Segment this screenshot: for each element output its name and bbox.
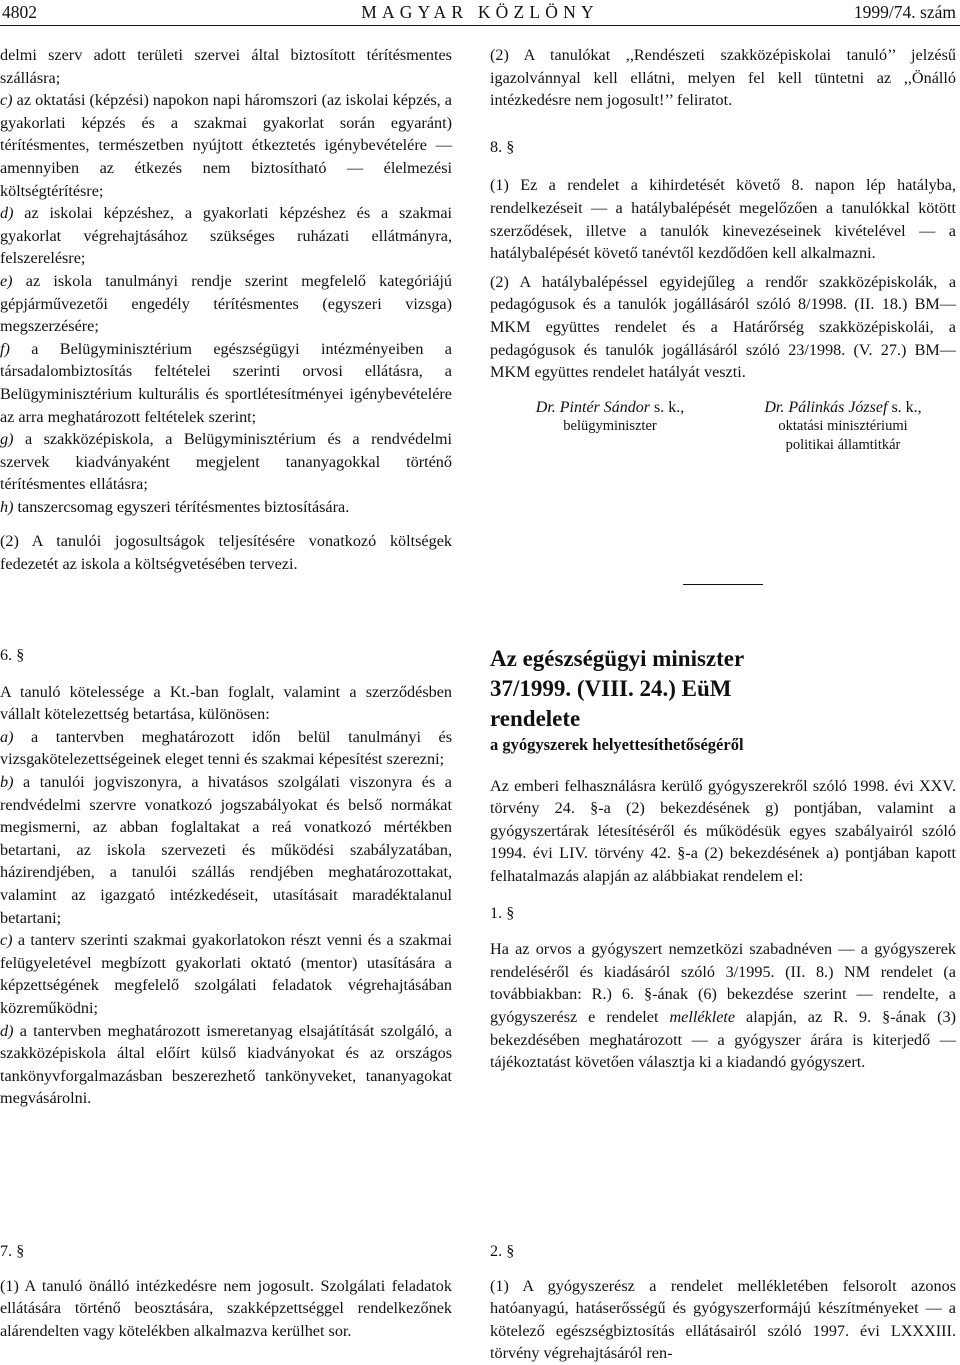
decree-type: rendelete — [490, 706, 581, 731]
item-label: a) — [0, 727, 14, 746]
bottom-left-column — [0, 644, 452, 1110]
section-heading: 7. § — [0, 1242, 25, 1260]
section-heading: 6. § — [0, 646, 25, 664]
paragraph: Az emberi felhasználásra kerülő gyógyszerekről szóló 1998. évi XXV. törvény 24. §-a (2) bekezdésének g) pontjában, valamint a gyógyszertárak létesítéséről és működésük egyes szabályairól szóló 1994. évi LIV. törvény 42. §-a (2) bekezdésének a) pontjában kapott felhatalmazás alapján az alábbiakat rendelem el: — [490, 776, 956, 885]
section-heading: 8. § — [490, 137, 515, 156]
decree-subtitle: a gyógyszerek helyettesíthetőségéről — [490, 735, 744, 754]
page-number: 4802 — [2, 2, 37, 22]
section-heading: 2. § — [490, 1242, 515, 1260]
issue-number: 1999/74. szám — [853, 2, 956, 22]
item-label: f) — [0, 339, 10, 358]
paragraph: f) a Belügyminisztérium egészségügyi intézményeiben a társadalombiztosítás feltételei szerinti orvosi ellátásra, a Belügyminisztérium kulturális és sportlétesítményei igénybevételére az arra meghatározott feltételek szerint; — [0, 339, 452, 426]
paragraph: Ha az orvos a gyógyszert nemzetközi szabadnéven — a gyógyszerek rendeléséről és kiadásáról szóló 3/1995. (II. 8.) NM rendelet (a továbbiakban: R.) 6. §-ának (6) bekezdése szerint — rendelte, a gyógyszerész e rendelet melléklete alapján, az R. 9. §-ának (3) bekezdésében meghatározott — a gyógyszer árára is kiterjedő — tájékoztatást követően választja ki a kiadandó gyógyszert. — [490, 940, 956, 1072]
bottom-right-continuation — [490, 1240, 956, 1365]
signature-block — [490, 398, 956, 468]
paragraph: delmi szerv adott területi szervei által biztosított térítésmentes szállásra; — [0, 46, 452, 87]
item-label: d) — [0, 204, 14, 223]
bottom-left-continuation — [0, 1240, 452, 1342]
paragraph: (1) A tanuló önálló intézkedésre nem jogosult. Szolgálati feladatok ellátására történő beosztására, szakképzettséggel rendelkezőnek alárendelten vagy kötelékben alkalmazva kerülhet sor. — [0, 1276, 452, 1340]
paragraph: b) a tanulói jogviszonyra, a hivatásos szolgálati viszonyra és a rendvédelmi szervre vonatkozó jogszabályokat és belső normákat megismerni, az abban foglaltakat a reá vonatkozó mértékben betartani, az iskola szervezeti és működési szabályzatában, házirendjében, a tanulói szállás rendjében meghatározottakat, valamint az igazgató intézkedéseit, utasításait maradéktalanul betartani; — [0, 772, 452, 927]
journal-title: MAGYAR KÖZLÖNY — [361, 2, 599, 22]
item-label: d) — [0, 1021, 14, 1040]
paragraph: (2) A hatálybalépéssel egyidejűleg a rendőr szakközépiskolák, a pedagógusok és a tanulók jogállásáról szóló 8/1998. (II. 18.) BM—MKM együttes rendelet és a Határőrség szakközépiskolái, a pedagógusok és tanulók jogállásáról szóló 23/1998. (V. 27.) BM—MKM együttes rendelet hatályát veszti. — [490, 272, 956, 382]
paragraph: d) az iskolai képzéshez, a gyakorlati képzéshez és a szakmai gyakorlat végrehajtásához szükséges ruházati ellátmányra, felszerelésre; — [0, 204, 452, 268]
paragraph: c) az oktatási (képzési) napokon napi háromszori (az iskolai képzés, a gyakorlati képzés és a szakmai gyakorlat során egyaránt) térítésmentes, természetben nyújtott étkeztetés igénybevételére — amennyiben az étkezés nem biztosítható — élelmezési költségtérítésre; — [0, 91, 452, 200]
end-rule — [683, 584, 763, 585]
paragraph: A tanuló kötelessége a Kt.-ban foglalt, valamint a szerződésben vállalt kötelezettség betartása, különösen: — [0, 682, 452, 724]
item-label: c) — [0, 91, 13, 110]
top-right-column — [490, 44, 956, 468]
paragraph: (2) A tanulókat ,,Rendészeti szakközépiskolai tanuló’’ jelzésű igazolvánnyal kell ellátni, melyen fel kell tüntetni az ,,Önálló intézkedésre nem jogosult!’’ feliratot. — [490, 46, 956, 110]
item-label: g) — [0, 430, 14, 449]
paragraph: (1) A gyógyszerész a rendelet mellékletében felsorolt azonos hatóanyagú, hatáserősségű és gyógyszerformájú készítményeket — a kötelező egészségbiztosítás ellátásairól szóló 1997. évi LXXXIII. törvény végrehajtásáról ren- — [490, 1276, 956, 1363]
paragraph: g) a szakközépiskola, a Belügyminisztérium és a rendvédelmi szervek kiadványaként megjelent tananyagokkal történő térítésmentes ellátásra; — [0, 430, 452, 494]
decree-number: 37/1999. (VIII. 24.) EüM — [490, 676, 732, 701]
section-heading: 1. § — [490, 903, 515, 922]
paragraph: (1) Ez a rendelet a kihirdetését követő 8. napon lép hatályba, rendelkezéseit — a hatálybalépését megelőzően a tanulókkal kötött szerződések, illetve a tanulók kinevezéseinek kivételével — a hatálybalépését követő tanévtől kezdődően kell alkalmazni. — [490, 176, 956, 263]
paragraph: a) a tantervben meghatározott időn belül tanulmányi és vizsgakötelezettségeinek eleget tenni és szakmai képesítést szerezni; — [0, 727, 452, 769]
paragraph: (2) A tanulói jogosultságok teljesítésére vonatkozó költségek fedezetét az iskola a költségvetésében tervezi. — [0, 532, 452, 574]
item-label: b) — [0, 772, 14, 791]
paragraph: h) tanszercsomag egyszeri térítésmentes biztosítására. — [0, 497, 350, 516]
paragraph: d) a tantervben meghatározott ismeretanyag elsajátítását szolgáló, a szakközépiskola által előírt külső kiadványokat és az országos tankönyvforgalmazásban beszerezhető tankönyveket, tananyagokat megvásárolni. — [0, 1021, 452, 1108]
item-label: h) — [0, 497, 14, 516]
bottom-right-column — [490, 644, 956, 1074]
paragraph: c) a tanterv szerinti szakmai gyakorlatokon részt venni és a szakmai felügyeletével megbízott gyakorlati oktató (mentor) utasítására a képzettségének megfelelő szolgálati feladatok végrehajtásában közreműködni; — [0, 931, 452, 1017]
page-header — [0, 2, 960, 26]
signature-2: Dr. Pálinkás József s. k., oktatási minisztériumi politikai államtitkár — [764, 398, 922, 453]
paragraph: e) az iskola tanulmányi rendje szerint megfelelő kategóriájú gépjárművezetői engedély térítésmentes (egyszeri vizsga) megszerzésére; — [0, 271, 452, 336]
item-label: c) — [0, 931, 13, 950]
header-rule — [0, 25, 960, 26]
top-left-column — [0, 44, 452, 576]
signature-1: Dr. Pintér Sándor s. k., belügyminiszter — [535, 398, 685, 434]
item-label: e) — [0, 271, 13, 290]
decree-heading: Az egészségügyi miniszter — [490, 646, 745, 671]
